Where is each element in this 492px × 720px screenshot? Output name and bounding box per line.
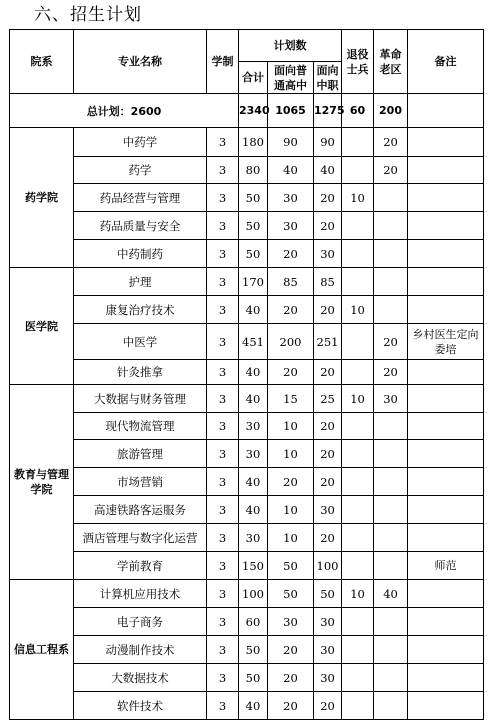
header-major: 专业名称: [74, 30, 207, 94]
major-general: 30: [268, 184, 314, 212]
major-veterans: [342, 552, 374, 580]
major-years: 3: [207, 664, 239, 692]
major-veterans: [342, 128, 374, 157]
table-row: [10, 184, 484, 212]
table-row: [10, 360, 484, 385]
header-revolution-area: 革命 老区: [374, 30, 408, 94]
major-remarks: [408, 524, 484, 552]
major-vocational: 30: [314, 240, 342, 268]
major-vocational: 251: [314, 324, 342, 360]
header-years: 学制: [207, 30, 239, 94]
major-vocational: 20: [314, 524, 342, 552]
major-veterans: [342, 360, 374, 385]
major-revolution: [374, 268, 408, 296]
major-total: 170: [239, 268, 268, 296]
major-general: 20: [268, 664, 314, 692]
college-name: 医学院: [10, 268, 74, 385]
major-name: 药品质量与安全: [74, 212, 207, 240]
major-veterans: [342, 524, 374, 552]
major-name: 针灸推拿: [74, 360, 207, 385]
major-name: 药品经营与管理: [74, 184, 207, 212]
major-general: 20: [268, 468, 314, 496]
major-general: 40: [268, 157, 314, 184]
header-veterans: 退役 士兵: [342, 30, 374, 94]
major-remarks: [408, 496, 484, 524]
college-name: 教育与管理学院: [10, 385, 74, 580]
totals-total: 2340: [239, 94, 268, 128]
major-veterans: [342, 692, 374, 720]
major-general: 20: [268, 296, 314, 324]
major-years: 3: [207, 128, 239, 157]
major-total: 50: [239, 664, 268, 692]
major-years: 3: [207, 552, 239, 580]
major-revolution: [374, 468, 408, 496]
major-veterans: [342, 268, 374, 296]
major-total: 40: [239, 385, 268, 413]
table-row: [10, 608, 484, 636]
major-revolution: [374, 413, 408, 440]
major-vocational: 30: [314, 664, 342, 692]
major-vocational: 20: [314, 692, 342, 720]
major-total: 40: [239, 692, 268, 720]
major-revolution: [374, 524, 408, 552]
major-years: 3: [207, 385, 239, 413]
major-vocational: 30: [314, 496, 342, 524]
header-plan: 计划数: [239, 30, 342, 62]
major-name: 中药制药: [74, 240, 207, 268]
major-veterans: 10: [342, 296, 374, 324]
major-total: 150: [239, 552, 268, 580]
header-remarks: 备注: [408, 30, 484, 94]
major-remarks: [408, 157, 484, 184]
major-name: 计算机应用技术: [74, 580, 207, 608]
table-row: [10, 636, 484, 664]
table-row: [10, 268, 484, 296]
header-college: 院系: [10, 30, 74, 94]
major-revolution: 30: [374, 385, 408, 413]
major-revolution: [374, 296, 408, 324]
major-vocational: 100: [314, 552, 342, 580]
major-vocational: 20: [314, 212, 342, 240]
major-general: 85: [268, 268, 314, 296]
major-name: 中医学: [74, 324, 207, 360]
totals-remarks: [408, 94, 484, 128]
major-general: 200: [268, 324, 314, 360]
major-remarks: [408, 440, 484, 468]
enrollment-plan-table: [9, 29, 484, 720]
table-row: [10, 296, 484, 324]
major-remarks: [408, 212, 484, 240]
major-vocational: 50: [314, 580, 342, 608]
major-years: 3: [207, 468, 239, 496]
major-veterans: [342, 240, 374, 268]
major-general: 20: [268, 636, 314, 664]
major-years: 3: [207, 212, 239, 240]
major-vocational: 20: [314, 360, 342, 385]
major-revolution: [374, 240, 408, 268]
major-remarks: [408, 385, 484, 413]
major-remarks: [408, 240, 484, 268]
major-total: 30: [239, 524, 268, 552]
major-remarks: [408, 128, 484, 157]
major-revolution: [374, 664, 408, 692]
major-general: 15: [268, 385, 314, 413]
totals-revolution: 200: [374, 94, 408, 128]
major-name: 中药学: [74, 128, 207, 157]
major-veterans: 10: [342, 385, 374, 413]
major-vocational: 20: [314, 440, 342, 468]
major-veterans: [342, 608, 374, 636]
major-total: 40: [239, 296, 268, 324]
major-vocational: 40: [314, 157, 342, 184]
major-total: 40: [239, 360, 268, 385]
major-name: 高速铁路客运服务: [74, 496, 207, 524]
major-remarks: [408, 692, 484, 720]
major-years: 3: [207, 157, 239, 184]
major-veterans: [342, 324, 374, 360]
major-name: 药学: [74, 157, 207, 184]
major-general: 50: [268, 580, 314, 608]
major-revolution: 20: [374, 360, 408, 385]
major-revolution: [374, 608, 408, 636]
major-veterans: 10: [342, 580, 374, 608]
totals-label: 总计划：2600: [10, 94, 239, 128]
major-years: 3: [207, 324, 239, 360]
major-veterans: [342, 468, 374, 496]
major-vocational: 20: [314, 468, 342, 496]
major-total: 40: [239, 496, 268, 524]
major-total: 40: [239, 468, 268, 496]
major-total: 30: [239, 440, 268, 468]
table-row: [10, 413, 484, 440]
table-row: [10, 212, 484, 240]
major-total: 451: [239, 324, 268, 360]
major-general: 30: [268, 608, 314, 636]
major-general: 30: [268, 212, 314, 240]
table-row: [10, 468, 484, 496]
major-veterans: [342, 157, 374, 184]
major-general: 20: [268, 360, 314, 385]
major-name: 电子商务: [74, 608, 207, 636]
major-remarks: [408, 580, 484, 608]
table-row: [10, 324, 484, 360]
major-years: 3: [207, 580, 239, 608]
table-row: [10, 692, 484, 720]
major-revolution: [374, 212, 408, 240]
major-veterans: 10: [342, 184, 374, 212]
major-name: 动漫制作技术: [74, 636, 207, 664]
major-years: 3: [207, 636, 239, 664]
major-vocational: 30: [314, 636, 342, 664]
major-revolution: [374, 692, 408, 720]
major-years: 3: [207, 692, 239, 720]
major-veterans: [342, 413, 374, 440]
major-vocational: 85: [314, 268, 342, 296]
major-total: 50: [239, 636, 268, 664]
major-veterans: [342, 440, 374, 468]
header-general-high-school: 面向普 通高中: [268, 62, 314, 94]
major-general: 10: [268, 496, 314, 524]
major-total: 100: [239, 580, 268, 608]
major-vocational: 30: [314, 608, 342, 636]
major-remarks: [408, 608, 484, 636]
major-name: 软件技术: [74, 692, 207, 720]
major-veterans: [342, 212, 374, 240]
table-row: [10, 128, 484, 157]
major-total: 180: [239, 128, 268, 157]
header-vocational: 面向 中职: [314, 62, 342, 94]
major-vocational: 20: [314, 413, 342, 440]
major-name: 护理: [74, 268, 207, 296]
major-name: 旅游管理: [74, 440, 207, 468]
major-total: 30: [239, 413, 268, 440]
major-revolution: [374, 552, 408, 580]
major-revolution: [374, 496, 408, 524]
table-row: [10, 496, 484, 524]
major-years: 3: [207, 608, 239, 636]
major-remarks: 师范: [408, 552, 484, 580]
section-title: 六、招生计划: [34, 5, 142, 25]
major-revolution: [374, 636, 408, 664]
major-general: 90: [268, 128, 314, 157]
major-veterans: [342, 664, 374, 692]
major-years: 3: [207, 268, 239, 296]
major-years: 3: [207, 524, 239, 552]
major-revolution: 20: [374, 324, 408, 360]
table-row: [10, 664, 484, 692]
major-general: 50: [268, 552, 314, 580]
major-revolution: 20: [374, 157, 408, 184]
major-total: 50: [239, 240, 268, 268]
major-name: 康复治疗技术: [74, 296, 207, 324]
major-revolution: 40: [374, 580, 408, 608]
college-name: 信息工程系: [10, 580, 74, 720]
major-remarks: [408, 184, 484, 212]
major-years: 3: [207, 184, 239, 212]
table-row: [10, 157, 484, 184]
major-veterans: [342, 496, 374, 524]
major-remarks: 乡村医生定向委培: [408, 324, 484, 360]
major-general: 10: [268, 440, 314, 468]
major-years: 3: [207, 496, 239, 524]
major-name: 酒店管理与数字化运营: [74, 524, 207, 552]
major-remarks: [408, 664, 484, 692]
totals-row: [10, 94, 484, 128]
table-row: [10, 552, 484, 580]
table-row: [10, 240, 484, 268]
major-years: 3: [207, 360, 239, 385]
totals-veterans: 60: [342, 94, 374, 128]
major-vocational: 25: [314, 385, 342, 413]
major-revolution: [374, 184, 408, 212]
major-total: 80: [239, 157, 268, 184]
major-general: 10: [268, 413, 314, 440]
major-total: 50: [239, 212, 268, 240]
major-remarks: [408, 636, 484, 664]
table-row: [10, 580, 484, 608]
major-total: 60: [239, 608, 268, 636]
college-name: 药学院: [10, 128, 74, 268]
major-name: 学前教育: [74, 552, 207, 580]
major-years: 3: [207, 413, 239, 440]
major-vocational: 20: [314, 184, 342, 212]
major-remarks: [408, 296, 484, 324]
totals-vocational: 1275: [314, 94, 342, 128]
table-row: [10, 524, 484, 552]
major-vocational: 20: [314, 296, 342, 324]
major-vocational: 90: [314, 128, 342, 157]
major-veterans: [342, 636, 374, 664]
major-name: 市场营销: [74, 468, 207, 496]
table-row: [10, 385, 484, 413]
table-row: [10, 440, 484, 468]
major-general: 10: [268, 524, 314, 552]
major-revolution: 20: [374, 128, 408, 157]
header-total: 合计: [239, 62, 268, 94]
major-name: 现代物流管理: [74, 413, 207, 440]
major-years: 3: [207, 240, 239, 268]
totals-general: 1065: [268, 94, 314, 128]
major-remarks: [408, 413, 484, 440]
major-name: 大数据与财务管理: [74, 385, 207, 413]
major-total: 50: [239, 184, 268, 212]
major-years: 3: [207, 440, 239, 468]
major-remarks: [408, 468, 484, 496]
major-remarks: [408, 360, 484, 385]
major-name: 大数据技术: [74, 664, 207, 692]
major-years: 3: [207, 296, 239, 324]
major-general: 20: [268, 240, 314, 268]
major-remarks: [408, 268, 484, 296]
major-general: 20: [268, 692, 314, 720]
major-revolution: [374, 440, 408, 468]
